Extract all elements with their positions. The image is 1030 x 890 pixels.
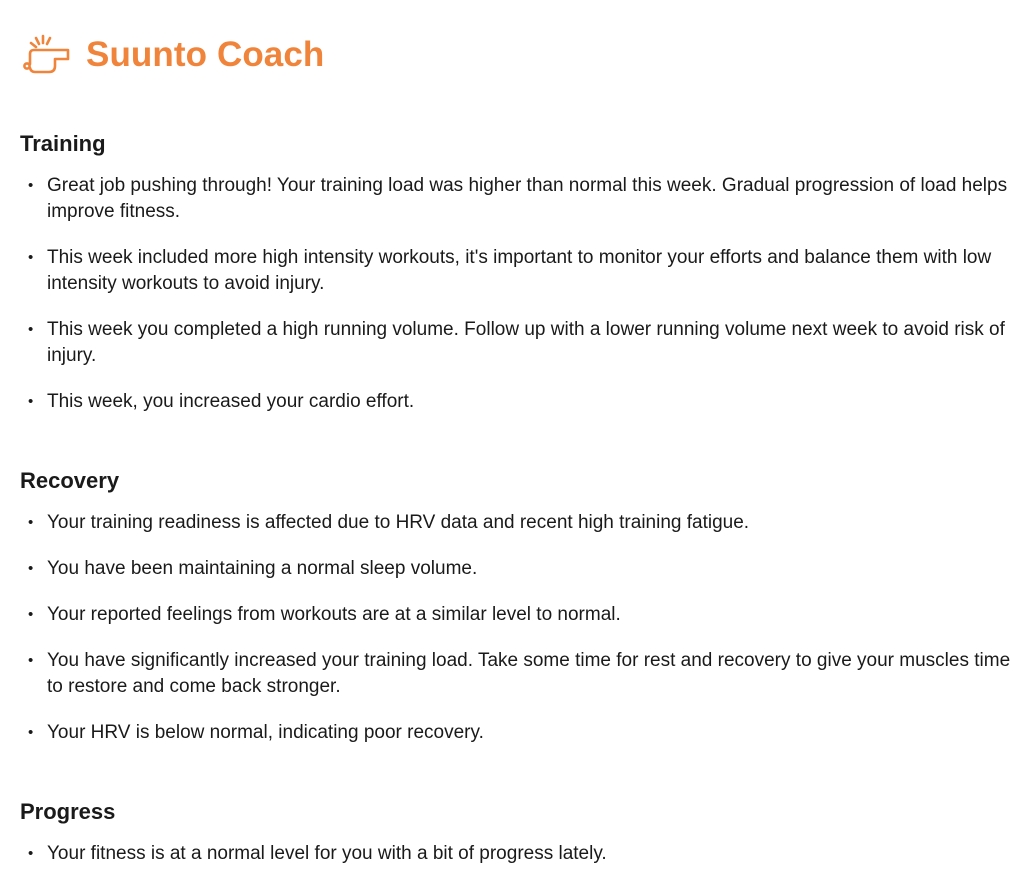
list-item-text: You have significantly increased your training load. Take some time for rest and recovery to give your muscles time to restore and come back stronger. bbox=[47, 650, 1011, 697]
list-item bbox=[20, 720, 1012, 746]
bullet-icon: • bbox=[28, 606, 34, 623]
bullet-icon: • bbox=[28, 249, 34, 266]
bullet-icon: • bbox=[28, 393, 34, 410]
bullet-icon: • bbox=[28, 724, 34, 741]
list-item bbox=[20, 245, 1012, 297]
list-item bbox=[20, 510, 1012, 536]
section-title-recovery: Recovery bbox=[20, 468, 120, 493]
recovery-list bbox=[20, 510, 1012, 746]
bullet-icon: • bbox=[28, 514, 34, 531]
list-item-text: Your training readiness is affected due to HRV data and recent high training fatigue. bbox=[47, 512, 750, 533]
list-item bbox=[20, 173, 1012, 225]
list-item-text: Your reported feelings from workouts are at a similar level to normal. bbox=[47, 604, 621, 625]
section-title-progress: Progress bbox=[20, 799, 116, 824]
bullet-icon: • bbox=[28, 845, 34, 862]
list-item bbox=[20, 841, 1012, 867]
list-item-text: Great job pushing through! Your training load was higher than normal this week. Gradual progression of load helps improve fitness. bbox=[47, 175, 1008, 222]
list-item bbox=[20, 648, 1012, 700]
training-section bbox=[20, 129, 1012, 415]
list-item-text: Your HRV is below normal, indicating poor recovery. bbox=[47, 722, 484, 743]
training-list bbox=[20, 173, 1012, 415]
list-item bbox=[20, 556, 1012, 582]
section-title-training: Training bbox=[20, 131, 106, 156]
recovery-section bbox=[20, 466, 1012, 746]
app-header bbox=[22, 30, 324, 80]
whistle-icon bbox=[22, 34, 74, 76]
progress-section bbox=[20, 797, 1012, 867]
bullet-icon: • bbox=[28, 321, 34, 338]
bullet-icon: • bbox=[28, 560, 34, 577]
app-title: Suunto Coach bbox=[86, 35, 325, 74]
list-item bbox=[20, 602, 1012, 628]
bullet-icon: • bbox=[28, 652, 34, 669]
progress-list bbox=[20, 841, 1012, 867]
list-item-text: This week you completed a high running volume. Follow up with a lower running volume next week to avoid risk of injury. bbox=[47, 319, 1005, 366]
list-item-text: This week, you increased your cardio effort. bbox=[47, 391, 415, 412]
list-item-text: Your fitness is at a normal level for you with a bit of progress lately. bbox=[47, 843, 607, 864]
bullet-icon: • bbox=[28, 177, 34, 194]
list-item bbox=[20, 317, 1012, 369]
list-item-text: You have been maintaining a normal sleep volume. bbox=[47, 558, 478, 579]
list-item bbox=[20, 389, 1012, 415]
list-item-text: This week included more high intensity workouts, it's important to monitor your efforts and balance them with low intensity workouts to avoid injury. bbox=[47, 247, 992, 294]
